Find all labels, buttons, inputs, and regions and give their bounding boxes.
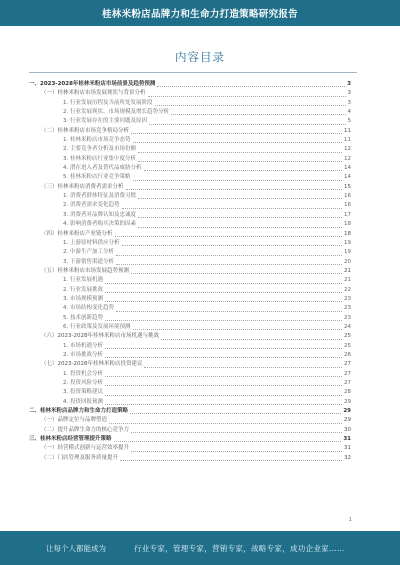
toc-entry[interactable] <box>29 416 351 425</box>
toc-entry-page: 26 <box>344 351 351 358</box>
toc-entry-text: 2. 主要竞争者分析及市场份额 <box>63 146 136 153</box>
report-header-title: 桂林米粉店品牌力和生命力打造策略研究报告 <box>101 9 298 20</box>
toc-entry-page: 30 <box>344 426 351 433</box>
toc-leader-dots <box>105 348 342 349</box>
toc-leader-dots <box>138 217 342 218</box>
toc-entry-text: 3. 投资策略建议 <box>63 389 103 396</box>
page-title: 内容目录 <box>175 50 225 64</box>
toc-entry[interactable] <box>29 155 351 164</box>
toc-entry[interactable] <box>29 342 351 351</box>
toc-leader-dots <box>116 255 342 256</box>
toc-entry[interactable] <box>29 314 351 323</box>
toc-entry-text: 2. 消费者需求变化趋势 <box>63 202 120 209</box>
toc-entry-text: 3. 桂林米粉店行业集中度分析 <box>63 155 136 162</box>
toc-entry-page: 25 <box>344 342 351 349</box>
toc-entry-page: 14 <box>344 174 351 181</box>
toc-leader-dots <box>131 451 342 452</box>
toc-entry-text: （三）桂林米粉店消费者需求分析 <box>41 183 124 190</box>
toc-leader-dots <box>133 142 343 143</box>
toc-entry[interactable] <box>29 370 351 379</box>
toc-entry[interactable] <box>29 80 351 89</box>
toc-entry-text: （一）品牌定位与品牌塑造 <box>41 417 108 424</box>
toc-leader-dots <box>138 227 342 228</box>
toc-entry-text: 2. 投资风险分析 <box>63 380 103 386</box>
toc-entry-page: 18 <box>344 221 351 228</box>
toc-leader-dots <box>148 96 346 97</box>
toc-entry-text: （六）2023-2028年桂林米粉店市场机遇与挑战 <box>41 333 159 340</box>
toc-entry-page: 24 <box>344 323 351 330</box>
toc-entry-page: 29 <box>344 417 351 424</box>
footer-bar <box>0 531 400 565</box>
toc-entry-page: 25 <box>344 333 351 340</box>
toc-entry[interactable] <box>29 211 351 220</box>
toc-entry-page: 32 <box>344 454 351 461</box>
toc-leader-dots <box>105 301 342 302</box>
toc-entry-page: 3 <box>347 81 351 87</box>
toc-entry-text: 3. 市场规模预测 <box>63 295 103 302</box>
toc-entry-text: （一）桂林米粉店市场发展现状与背景分析 <box>41 90 146 97</box>
toc-leader-dots <box>138 161 342 162</box>
toc-leader-dots <box>155 105 346 106</box>
footer-slogan-left: 让每个人都能成为 <box>46 543 106 553</box>
toc-entry-page: 3 <box>347 90 351 97</box>
toc-entry-text: 4. 市场结构变化趋势 <box>63 305 114 312</box>
toc-leader-dots <box>116 264 342 265</box>
toc-entry-text: （二）桂林米粉店市场竞争格局分析 <box>41 127 130 134</box>
title-divider <box>29 72 357 73</box>
toc-entry-page: 22 <box>344 286 351 293</box>
toc-leader-dots <box>133 180 343 181</box>
toc-entry-page: 21 <box>344 267 351 274</box>
toc-entry-page: 28 <box>344 389 351 396</box>
toc-entry[interactable] <box>29 258 351 267</box>
toc-leader-dots <box>105 283 342 284</box>
toc-entry-text: （五）桂林米粉店市场发展趋势预测 <box>41 267 130 274</box>
toc-entry[interactable] <box>29 230 351 239</box>
toc-entry-text: （七）2023-2028年桂林米粉店投资建议 <box>41 361 143 368</box>
toc-entry-text: 2. 行业发展挑战 <box>63 286 103 293</box>
toc-leader-dots <box>105 357 342 358</box>
toc-leader-dots <box>161 339 342 340</box>
toc-entry-text: 3. 消费者对品牌认知及忠诚度 <box>63 211 136 218</box>
toc-entry-page: 5 <box>347 118 351 125</box>
toc-leader-dots <box>122 245 343 246</box>
toc-entry[interactable] <box>29 248 351 257</box>
toc-leader-dots <box>130 413 341 414</box>
toc-entry[interactable] <box>29 360 351 369</box>
toc-entry-text: 1. 行业发展历程及当前所处发展阶段 <box>63 99 153 106</box>
toc-entry-page: 20 <box>344 258 351 265</box>
toc-entry-page: 11 <box>344 137 351 144</box>
toc-entry[interactable] <box>29 332 351 341</box>
toc-entry-page: 23 <box>344 314 351 321</box>
toc-entry-page: 31 <box>343 436 351 443</box>
toc-entry-page: 14 <box>344 165 351 172</box>
toc-entry-text: 1. 上游原材料供应分析 <box>63 239 120 246</box>
toc-leader-dots <box>115 236 342 237</box>
toc-entry-text: （二）门店管理及服务质量提升 <box>41 454 119 461</box>
toc-entry-page: 12 <box>344 155 351 162</box>
page-number: 1 <box>348 517 352 523</box>
toc-entry-text: 2. 市场挑战分析 <box>63 351 103 358</box>
toc-entry-text: 1. 行业发展机遇 <box>63 277 103 284</box>
toc-entry[interactable] <box>29 286 351 295</box>
toc-entry[interactable] <box>29 173 351 182</box>
toc-entry-page: 29 <box>343 408 351 415</box>
toc-entry-page: 16 <box>344 202 351 209</box>
toc-entry-text: 5. 技术创新趋势 <box>63 314 103 321</box>
toc-entry-page: 17 <box>344 211 351 218</box>
toc-entry[interactable] <box>29 267 351 276</box>
toc-entry-page: 12 <box>344 146 351 153</box>
toc-entry[interactable] <box>29 239 351 248</box>
toc-entry-text: 5. 桂林米粉店行业竞争策略 <box>63 174 131 181</box>
toc-entry[interactable] <box>29 136 351 145</box>
toc-leader-dots <box>157 86 345 87</box>
toc-entry-text: 一、2023-2028年桂林米粉店市场前景及趋势预测 <box>29 81 156 87</box>
toc-entry-text: 1. 市场机遇分析 <box>63 342 103 349</box>
toc-entry[interactable] <box>29 127 351 136</box>
toc-entry-page: 3 <box>347 99 351 106</box>
toc-entry[interactable] <box>29 276 351 285</box>
toc-entry[interactable] <box>29 164 351 173</box>
toc-entry[interactable] <box>29 220 351 229</box>
toc-entry-text: 4. 潜在进入者及替代品威胁分析 <box>63 165 142 172</box>
toc-entry-page: 23 <box>344 305 351 312</box>
toc-entry[interactable] <box>29 351 351 360</box>
toc-entry-page: 29 <box>344 398 351 405</box>
toc-entry[interactable] <box>29 435 351 444</box>
toc-entry-text: 3. 行业发展存在的主要问题及原因 <box>63 118 147 125</box>
footer-slogan-right: 行业专家，管理专家，营销专家，战略专家，成功企业家…… <box>134 543 345 553</box>
toc-entry-page: 11 <box>344 127 351 134</box>
toc-entry-text: 二、桂林米粉店品牌力和生命力打造策略 <box>29 408 129 415</box>
toc-leader-dots <box>149 124 346 125</box>
toc-entry-page: 19 <box>344 249 351 256</box>
toc-entry-page: 15 <box>344 183 351 190</box>
toc-leader-dots <box>171 114 346 115</box>
toc-entry[interactable] <box>29 398 351 407</box>
toc-leader-dots <box>105 320 342 321</box>
toc-entry-text: 三、桂林米粉店经营管理提升策略 <box>29 436 112 443</box>
toc-entry-text: （四）桂林米粉店产业链分析 <box>41 230 113 237</box>
toc-entry-page: 23 <box>344 295 351 302</box>
toc-entry[interactable] <box>29 89 351 98</box>
toc-entry-text: 2. 行业发展现状、市场规模及增长趋势分析 <box>63 109 169 116</box>
toc-entry-page: 21 <box>344 277 351 284</box>
toc-entry-page: 27 <box>344 380 351 386</box>
toc-entry-text: 4. 投资回报预测 <box>63 398 103 405</box>
header-bar <box>0 0 400 26</box>
toc-entry[interactable] <box>29 192 351 201</box>
toc-entry[interactable] <box>29 444 351 453</box>
toc-leader-dots <box>120 460 342 461</box>
toc-entry-page: 27 <box>344 361 351 368</box>
toc-leader-dots <box>105 376 342 377</box>
toc-leader-dots <box>144 170 343 171</box>
toc-entry[interactable] <box>29 201 351 210</box>
toc-entry-text: 2. 中游生产加工分析 <box>63 249 114 256</box>
toc-entry-text: 6. 行业政策及发展环境预测 <box>63 323 131 330</box>
toc-leader-dots <box>133 329 343 330</box>
toc-entry[interactable] <box>29 426 351 435</box>
toc-leader-dots <box>138 152 342 153</box>
toc-leader-dots <box>131 133 342 134</box>
toc-entry[interactable] <box>29 379 351 388</box>
toc-leader-dots <box>114 441 342 442</box>
toc-leader-dots <box>138 198 342 199</box>
toc-entry-text: 1. 投资机会分析 <box>63 370 103 377</box>
toc-entry[interactable] <box>29 304 351 313</box>
toc-leader-dots <box>105 395 342 396</box>
toc-leader-dots <box>109 423 342 424</box>
toc-leader-dots <box>144 367 342 368</box>
toc-entry-page: 27 <box>344 370 351 377</box>
toc-leader-dots <box>122 208 343 209</box>
toc-entry-page: 31 <box>344 445 351 452</box>
toc-entry-text: 3. 下游销售渠道分析 <box>63 258 114 265</box>
toc-leader-dots <box>105 385 342 386</box>
toc-entry[interactable] <box>29 388 351 397</box>
toc-entry[interactable] <box>29 117 351 126</box>
toc-entry-text: 1. 桂林米粉店市场竞争态势 <box>63 137 131 144</box>
toc-leader-dots <box>105 404 342 405</box>
toc-leader-dots <box>116 311 342 312</box>
toc-entry[interactable] <box>29 108 351 117</box>
toc-entry[interactable] <box>29 99 351 108</box>
toc-entry-page: 18 <box>344 230 351 237</box>
toc-entry-page: 16 <box>344 193 351 200</box>
toc-entry-text: 4. 影响消费者购买决策的因素 <box>63 221 136 228</box>
toc-entry[interactable] <box>29 454 351 463</box>
toc-entry[interactable] <box>29 183 351 192</box>
toc-entry-text: 1. 消费者群体特征及消费习惯 <box>63 193 136 200</box>
toc-leader-dots <box>126 189 342 190</box>
toc-entry[interactable] <box>29 145 351 154</box>
toc-entry-text: （二）提升品牌生命力的核心竞争力 <box>41 426 130 433</box>
table-of-contents <box>29 80 351 463</box>
toc-entry-page: 4 <box>347 109 351 116</box>
toc-entry-page: 19 <box>344 239 351 246</box>
toc-entry[interactable] <box>29 407 351 416</box>
toc-entry[interactable] <box>29 323 351 332</box>
toc-leader-dots <box>105 292 342 293</box>
toc-entry-text: （一）经营模式创新与运营效率提升 <box>41 445 130 452</box>
toc-leader-dots <box>131 432 342 433</box>
toc-entry[interactable] <box>29 295 351 304</box>
toc-leader-dots <box>131 273 342 274</box>
